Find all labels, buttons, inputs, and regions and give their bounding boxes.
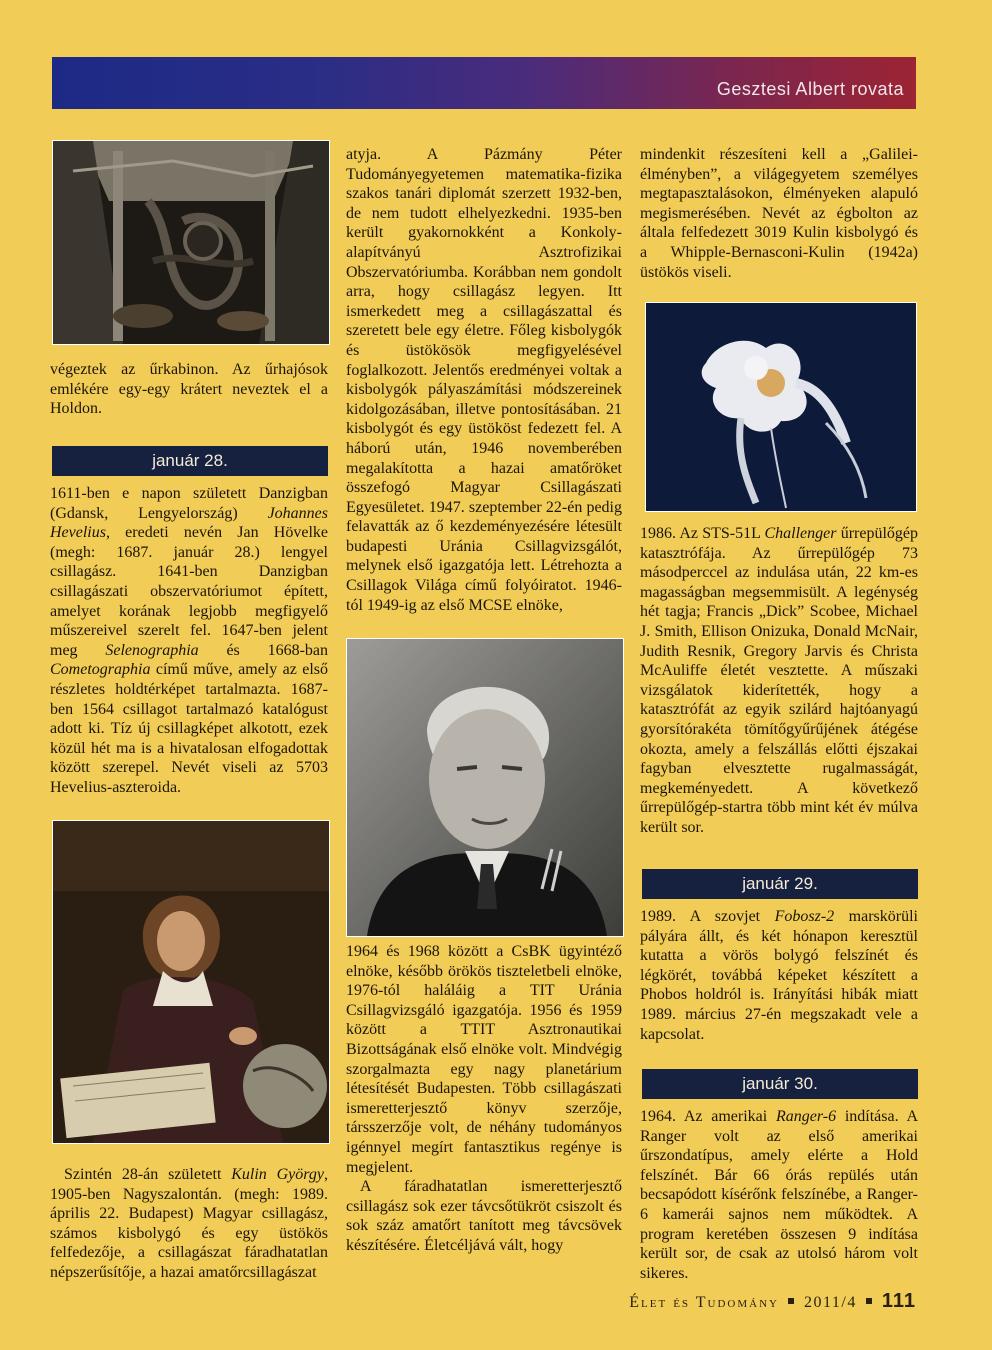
issue-number: 2011/4	[803, 1294, 857, 1311]
separator-square	[788, 1298, 794, 1304]
hevelius-portrait	[52, 820, 330, 1144]
kulin-legacy-paragraph: A fáradhatatlan ismeretterjesztő csillagász sok ezer távcsőtükröt csiszolt és sok száz amatőrt tanított meg távcsövek készítésére. Életcéljává vált, hogy	[346, 1178, 622, 1254]
date-heading-jan29: január 29.	[642, 869, 918, 899]
burned-cabin-photo	[52, 140, 330, 345]
ranger-paragraph: 1964. Az amerikai Ranger-6 indítása. A Ranger volt az első amerikai űrszondatípus, amely elérte a Hold felszínét. Bár 66 órás repülés után becsapódott kísérőnk felszínébe, a Ranger-6 kamerái sajnos nem működtek. A program keretében összesen 9 indítása került sor, de csak az utolsó három volt sikeres.	[640, 1108, 918, 1282]
column-2-bottom	[346, 942, 622, 1256]
kulin-galilei-paragraph: mindenkit részesíteni kell a „Galilei-élményben”, a világegyetem személyes megtapasztalásokon, élményeken alapuló megismerésében. Nevét az égbolton az általa felfedezett 3019 Kulin kisbolygó és a Whipple-Bernasconi-Kulin (1942a) üstökös viseli.	[640, 146, 918, 281]
fobosz-paragraph: 1989. A szovjet Fobosz-2 marskörüli pályára állt, és két hónapon keresztül kutatta a vörös bolygó felszínét és légkörét, továbbá képeket készített a Phobos holdról is. Irányítási hibák miatt 1989. március 27-én megszakadt vele a kapcsolat.	[640, 908, 918, 1043]
magazine-name: Élet és Tudomány	[629, 1294, 779, 1311]
separator-square	[866, 1298, 872, 1304]
kulin-portrait	[346, 638, 624, 937]
hevelius-paragraph: 1611-ben e napon született Danzigban (Gdansk, Lengyelország) Johannes Hevelius, eredeti nevén Jan Hövelke (megh: 1687. január 28.) lengyel csillagász. 1641-ben Danzigban csillagászati obszervatóriumot épített, amelyet korának legjobb megfigyelő műszereivel szerelt fel. 1647-ben jelent meg Selenographia és 1668-ban Cometographia című műve, amely az első részletes holdtérképet tartalmazta. 1687-ben 1564 csillagot tartalmazó katalógust adott ki. Tíz új csillagképet alkotott, ezek közül hét ma is a hivatalosan elfogadottak között szerepel. Nevét viseli az 5703 Hevelius-aszteroida.	[50, 485, 329, 796]
column-2-top	[346, 145, 622, 615]
column-banner	[52, 57, 916, 109]
page-footer	[629, 1290, 916, 1313]
challenger-paragraph: 1986. Az STS-51L Challenger űrrepülőgép katasztrófája. Az űrrepülőgép 73 másodperccel az indulása után, 22 km-es magasságban megsemmisült. A legénység hét tagja; Francis „Dick” Scobee, Michael J. Smith, Ellison Onizuka, Donald McNair, Judith Resnik, Gregory Jarvis és Christa McAuliffe életét vesztette. A műszaki vizsgálatok kiderítették, hogy a katasztrófát az egyik szilárd hajtóanyagú gyorsítórakéta tömítőgyűrűjének átégése okozta, amely a felszállás előtti éjszakai fagyban elvesztette rugalmasságát, megkeményedett. A következő űrrepülőgép-startra több mint két év múlva került sor.	[640, 525, 918, 836]
challenger-explosion-photo	[645, 302, 917, 512]
kulin-career-paragraph: 1964 és 1968 között a CsBK ügyintéző elnöke, később örökös tiszteletbeli elnöke, 1976-tól haláláig a TIT Uránia Csillagvizsgáló igazgatója. 1956 és 1959 között a TTIT Asztronautikai Bizottságának első elnöke volt. Mindvégig szorgalmazta egy nagy planetárium létesítését Budapesten. Több csillagászati ismeretterjesztő könyv szerzője, társszerzője volt, de néhány tudományos igénnyel megírt fantasztikus regénye is megjelent.	[346, 943, 622, 1176]
column-3-challenger	[640, 524, 918, 838]
column-3-ranger	[640, 1107, 918, 1283]
cabin-caption: végeztek az űrkabinon. Az űrhajósok emlékére egy-egy krátert neveztek el a Holdon.	[50, 361, 328, 418]
kulin-biography-paragraph: atyja. A Pázmány Péter Tudományegyetemen matematika-fizika szakos tanári diplomát szerzett 1932-ben, de nem tudott elhelyezkedni. 1935-ben került gyakornokként a Konkoly-alapítványú Asztrofizikai Obszervatóriumba. Korábban nem gondolt arra, hogy csillagász legyen. Itt ismerkedett meg a csillagászattal és szeretett bele egy életre. Főleg kisbolygók és üstökösök megfigyelésével foglalkozott. Jelentős eredményei voltak a kisbolygók pályaszámítási módszereinek kidolgozásában, illetve pontosításában. 21 kisbolygót és egy üstököst fedezett fel. A háború után, 1946 novemberében megalakította a hazai amatőröket összefogó Magyar Csillagászati Egyesületet. 1947. szeptember 22-én pedig felavatták az ő kezdeményezésére létesült budapesti Uránia Csillagvizsgálót, melynek első igazgatója lett. Létrehozta a Csillagok Világa című folyóiratot. 1946-tól 1949-ig az első MCSE elnöke,	[346, 146, 622, 614]
column-1-hevelius	[50, 484, 328, 798]
column-1-top	[50, 360, 328, 419]
column-3-top	[640, 145, 918, 282]
date-heading-jan30: január 30.	[642, 1069, 918, 1099]
date-heading-jan28: január 28.	[52, 446, 328, 476]
column-3-fobosz	[640, 907, 918, 1044]
column-title: Gesztesi Albert rovata	[716, 79, 904, 99]
page-number: 111	[881, 1290, 916, 1312]
kulin-intro-paragraph: Szintén 28-án született Kulin György, 1905-ben Nagyszalontán. (megh: 1989. április 22. Budapest) Magyar csillagász, számos kisbolygó és egy üstökös felfedezője, a csillagászat fáradhatatlan népszerűsítője, a hazai amatőrcsillagászat	[50, 1166, 328, 1281]
column-1-kulin	[50, 1165, 328, 1283]
